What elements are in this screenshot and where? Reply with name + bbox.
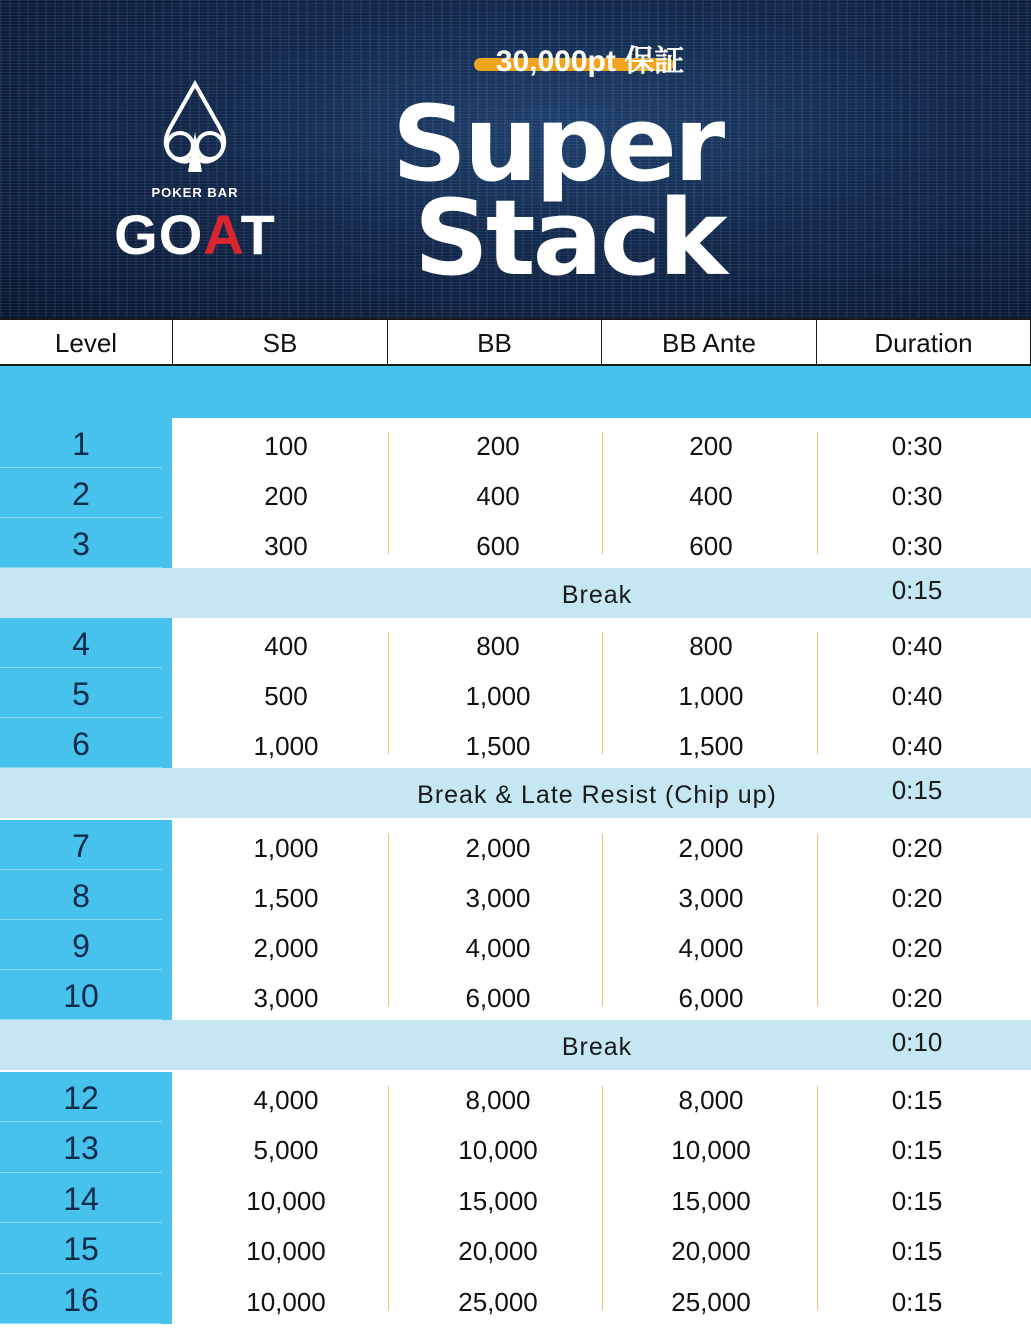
duration-value: 0:15: [891, 1135, 943, 1166]
column-separator: [817, 1086, 818, 1310]
bb-value: 6,000: [465, 983, 531, 1013]
bb-value: 15,000: [458, 1185, 538, 1216]
bb-value: 200: [476, 431, 520, 461]
duration-value: 0:40: [891, 681, 943, 711]
guarantee-banner: [470, 36, 710, 76]
duration-value: 0:30: [891, 481, 943, 511]
duration-value: 0:20: [891, 833, 943, 863]
duration-value: 0:40: [891, 731, 943, 761]
column-header-bb: BB: [388, 320, 602, 364]
break-label: Break & Late Resist (Chip up): [417, 781, 777, 809]
bb-value: 20,000: [458, 1236, 538, 1267]
level-number: 1: [0, 418, 162, 468]
bb-value: 3,000: [465, 883, 531, 913]
column-separator: [602, 1086, 603, 1310]
table-top-band: [0, 366, 1031, 418]
duration-value: 0:15: [891, 1286, 943, 1317]
bb-ante-value: 2,000: [678, 833, 744, 863]
bb-value: 1,500: [465, 731, 531, 761]
break-duration: 0:15: [891, 575, 943, 605]
column-header-level: Level: [0, 320, 173, 364]
level-number: 13: [0, 1122, 162, 1172]
sb-value: 2,000: [253, 933, 319, 963]
column-separator: [817, 834, 818, 1006]
level-number: 3: [0, 518, 162, 568]
duration-value: 0:30: [891, 531, 943, 561]
column-separator: [602, 632, 603, 754]
level-number: 6: [0, 718, 162, 768]
level-number: 9: [0, 920, 162, 970]
level-number: 4: [0, 618, 162, 668]
sb-value: 100: [264, 431, 308, 461]
column-separator: [388, 432, 389, 554]
logo-wordmark-accent: A: [203, 203, 241, 266]
bb-ante-value: 6,000: [678, 983, 744, 1013]
level-number: 12: [0, 1072, 162, 1122]
bb-ante-value: 800: [689, 631, 733, 661]
title-stack: Stack: [414, 177, 725, 299]
break-label: Break: [561, 581, 633, 609]
bb-ante-value: 15,000: [671, 1185, 751, 1216]
column-header-bb-ante: BB Ante: [602, 320, 817, 364]
column-separator: [602, 834, 603, 1006]
logo-wordmark-part: T: [240, 203, 276, 266]
column-header-duration: Duration: [817, 320, 1031, 364]
bb-value: 10,000: [458, 1135, 538, 1166]
logo-subtitle: POKER BAR: [151, 185, 239, 200]
sb-value: 400: [264, 631, 308, 661]
column-separator: [388, 632, 389, 754]
bb-ante-value: 400: [689, 481, 733, 511]
sb-value: 1,500: [253, 883, 319, 913]
bb-value: 8,000: [465, 1085, 531, 1115]
level-number: 10: [0, 970, 162, 1020]
logo-wordmark-part: GO: [114, 203, 204, 266]
logo-wordmark: [100, 202, 290, 267]
break-label: Break: [561, 1033, 633, 1061]
level-number: 16: [0, 1274, 162, 1324]
sb-value: 500: [264, 681, 308, 711]
duration-value: 0:20: [891, 933, 943, 963]
bb-value: 4,000: [465, 933, 531, 963]
duration-value: 0:30: [891, 431, 943, 461]
level-number: 7: [0, 820, 162, 870]
bb-ante-value: 8,000: [678, 1085, 744, 1115]
level-number: 2: [0, 468, 162, 518]
level-number: 15: [0, 1223, 162, 1273]
bb-value: 600: [476, 531, 520, 561]
sb-value: 4,000: [253, 1085, 319, 1115]
column-separator: [602, 432, 603, 554]
column-separator: [388, 1086, 389, 1310]
break-row: [0, 568, 1031, 618]
column-separator: [817, 632, 818, 754]
duration-value: 0:15: [891, 1236, 943, 1267]
bb-ante-value: 1,000: [678, 681, 744, 711]
sb-value: 300: [264, 531, 308, 561]
table-header: [0, 318, 1031, 366]
break-row: [0, 1020, 1031, 1070]
spade-emblem-icon: [150, 80, 240, 180]
header-banner: [0, 0, 1031, 318]
bb-ante-value: 3,000: [678, 883, 744, 913]
duration-value: 0:15: [891, 1185, 943, 1216]
bb-value: 400: [476, 481, 520, 511]
break-row: [0, 768, 1031, 818]
bb-ante-value: 1,500: [678, 731, 744, 761]
bb-value: 25,000: [458, 1286, 538, 1317]
guarantee-text: 30,000pt 保証: [495, 45, 685, 78]
break-duration: 0:15: [891, 775, 943, 805]
bb-ante-value: 600: [689, 531, 733, 561]
sb-value: 10,000: [246, 1185, 326, 1216]
duration-value: 0:40: [891, 631, 943, 661]
sb-value: 1,000: [253, 833, 319, 863]
bb-ante-value: 200: [689, 431, 733, 461]
level-number: 8: [0, 870, 162, 920]
sb-value: 1,000: [253, 731, 319, 761]
bb-ante-value: 25,000: [671, 1286, 751, 1317]
bb-value: 800: [476, 631, 520, 661]
break-duration: 0:10: [891, 1027, 943, 1057]
bb-value: 2,000: [465, 833, 531, 863]
goat-logo: [100, 80, 290, 270]
duration-value: 0:20: [891, 883, 943, 913]
sb-value: 5,000: [253, 1135, 319, 1166]
sb-value: 3,000: [253, 983, 319, 1013]
title-super: Super: [392, 83, 723, 205]
duration-value: 0:15: [891, 1085, 943, 1115]
duration-value: 0:20: [891, 983, 943, 1013]
sb-value: 200: [264, 481, 308, 511]
level-number: 5: [0, 668, 162, 718]
bb-ante-value: 10,000: [671, 1135, 751, 1166]
sb-value: 10,000: [246, 1236, 326, 1267]
column-separator: [388, 834, 389, 1006]
bb-ante-value: 20,000: [671, 1236, 751, 1267]
level-number: 14: [0, 1173, 162, 1223]
sb-value: 10,000: [246, 1286, 326, 1317]
column-separator: [817, 432, 818, 554]
bb-ante-value: 4,000: [678, 933, 744, 963]
column-header-sb: SB: [173, 320, 388, 364]
bb-value: 1,000: [465, 681, 531, 711]
